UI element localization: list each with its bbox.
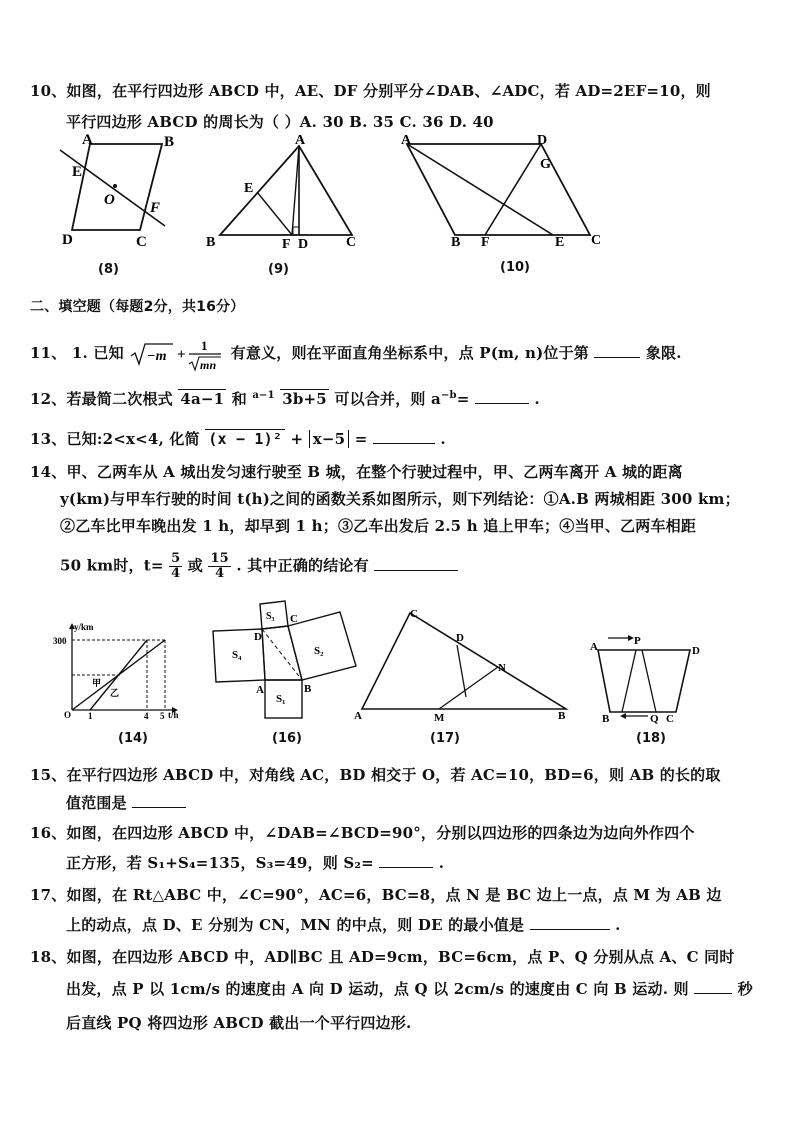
q13-abs: x−5 bbox=[309, 430, 350, 448]
figure-17 bbox=[352, 605, 574, 723]
q18-line3: 后直线 PQ 将四边形 ABCD 截出一个平行四边形. bbox=[66, 1014, 412, 1032]
q12-answer-blank[interactable] bbox=[475, 389, 529, 404]
fig14-jia: 甲 bbox=[92, 678, 102, 688]
q12-end: . bbox=[534, 390, 540, 408]
q13-line bbox=[30, 428, 446, 449]
label-e: E bbox=[555, 235, 565, 250]
q14-frac1-den: 4 bbox=[171, 566, 181, 581]
q13-radical: (x − 1)² bbox=[205, 429, 285, 448]
q12-line bbox=[30, 388, 540, 409]
q15-line2 bbox=[66, 792, 186, 813]
label-b: B bbox=[206, 235, 216, 250]
q11-text-a: 11、 1. 已知 bbox=[30, 344, 124, 362]
figure-14 bbox=[52, 620, 192, 720]
label-q: Q bbox=[650, 713, 659, 724]
q17-line1: 17、如图，在 Rt△ABC 中，∠C=90°，AC=6，BC=8，点 N 是 BC 边上一点，点 M 为 AB 边 bbox=[30, 886, 722, 904]
label-d: D bbox=[692, 645, 700, 657]
label-b: B bbox=[558, 710, 566, 722]
label-e: E bbox=[72, 164, 83, 180]
fig14-xlabel: t/h bbox=[168, 710, 179, 720]
segment-de bbox=[457, 645, 466, 697]
label-d: D bbox=[537, 133, 548, 148]
label-c: C bbox=[290, 613, 298, 625]
q16-line2-text: 正方形，若 S₁+S₄=135，S₃=49，则 S₂= bbox=[66, 854, 374, 872]
q14-frac2-num: 15 bbox=[210, 551, 229, 566]
q13-text-b: = bbox=[354, 430, 368, 448]
fig14-x5: 5 bbox=[160, 711, 165, 720]
fig14-yi: 乙 bbox=[110, 688, 120, 698]
figure-18 bbox=[588, 628, 706, 724]
q17-line2-text: 上的动点，点 D、E 分别为 CN，MN 的中点，则 DE 的最小值是 bbox=[66, 916, 525, 934]
label-a: A bbox=[82, 132, 93, 148]
fig14-x1: 1 bbox=[88, 711, 93, 720]
q12-radical2: 3b+5 bbox=[282, 390, 327, 408]
q14-line4b: . 其中正确的结论有 bbox=[236, 556, 369, 575]
label-b: B bbox=[164, 134, 175, 150]
q12-radical1: 4a−1 bbox=[180, 390, 225, 408]
label-d: D bbox=[456, 632, 464, 644]
q17-end: . bbox=[615, 916, 621, 934]
triangle-abc bbox=[362, 613, 566, 709]
q11-plus: + bbox=[177, 347, 186, 363]
q18-line2-end: 秒 bbox=[737, 980, 753, 998]
caption-fig18: (18) bbox=[636, 731, 666, 746]
parallelogram-abcd bbox=[72, 144, 162, 230]
label-f: F bbox=[150, 200, 161, 216]
q13-text-a: 13、已知:2<x<4, 化简 bbox=[30, 430, 200, 448]
label-a: A bbox=[401, 133, 412, 148]
caption-fig17: (17) bbox=[430, 731, 460, 746]
arrow-q-head bbox=[620, 713, 626, 719]
label-c: C bbox=[136, 234, 147, 250]
q10-line2: 平行四边形 ABCD 的周长为（ ）A. 30 B. 35 C. 36 D. 40 bbox=[66, 113, 494, 131]
q16-line2 bbox=[66, 852, 444, 873]
q15-line1: 15、在平行四边形 ABCD 中，对角线 AC，BD 相交于 O，若 AC=10，BD=6，则 AB 的长的取 bbox=[30, 766, 721, 784]
caption-fig9: (9) bbox=[268, 262, 289, 277]
q14-frac1-num: 5 bbox=[171, 551, 181, 566]
q14-line4 bbox=[60, 552, 458, 581]
q10-line1: 10、如图，在平行四边形 ABCD 中，AE、DF 分别平分∠DAB、∠ADC，若 AD=2EF=10，则 bbox=[30, 82, 711, 100]
label-a: A bbox=[354, 710, 362, 722]
label-a: A bbox=[295, 133, 306, 148]
point-o bbox=[113, 184, 117, 188]
q11-answer-blank[interactable] bbox=[594, 343, 640, 358]
q14-answer-blank[interactable] bbox=[374, 556, 458, 571]
q12-text-b: 可以合并，则 a bbox=[334, 390, 441, 408]
q11-frac-den: mn bbox=[200, 358, 217, 372]
caption-fig8: (8) bbox=[98, 262, 119, 277]
q11-line bbox=[30, 336, 682, 372]
label-d: D bbox=[298, 237, 309, 252]
label-g: G bbox=[540, 157, 551, 172]
quadrilateral-abcd bbox=[262, 626, 302, 680]
fig14-y300: 300 bbox=[53, 636, 67, 646]
figure-16 bbox=[210, 598, 360, 723]
figure-9 bbox=[200, 132, 365, 252]
q11-expression bbox=[129, 336, 225, 372]
segment-af bbox=[292, 146, 299, 235]
label-e: E bbox=[244, 181, 254, 196]
label-a: A bbox=[590, 641, 598, 653]
figure-8 bbox=[40, 132, 180, 252]
label-s1: S₁ bbox=[276, 693, 286, 705]
q11-radical-svg bbox=[129, 336, 225, 372]
right-angle-mark bbox=[293, 227, 299, 235]
q18-line1: 18、如图，在四边形 ABCD 中，AD∥BC 且 AD=9cm，BC=6cm，点 P、Q 分别从点 A、C 同时 bbox=[30, 948, 735, 966]
q14-line4a: 50 km时，t= bbox=[60, 556, 164, 575]
segment-pq1 bbox=[622, 650, 636, 712]
caption-fig16: (16) bbox=[272, 731, 302, 746]
bisector-ae bbox=[407, 144, 553, 235]
parallelogram-abcd bbox=[407, 144, 590, 235]
caption-fig14: (14) bbox=[118, 731, 148, 746]
label-b: B bbox=[602, 713, 610, 724]
q16-answer-blank[interactable] bbox=[379, 853, 433, 868]
q11-text-c: 象限. bbox=[645, 344, 682, 362]
label-s3: S₃ bbox=[266, 611, 275, 622]
figure-10 bbox=[395, 132, 610, 252]
segment-mn bbox=[439, 667, 498, 709]
section-title: 二、填空题（每题2分，共16分） bbox=[30, 299, 245, 315]
q14-line3: ②乙车比甲车晚出发 1 h，却早到 1 h；③乙车出发后 2.5 h 追上甲车；④当甲、乙两车相距 bbox=[60, 517, 697, 535]
q12-sup: −b bbox=[440, 390, 457, 401]
triangle-abc bbox=[220, 146, 352, 235]
label-d: D bbox=[62, 232, 73, 248]
q18-line2 bbox=[66, 978, 753, 999]
q16-line1: 16、如图，在四边形 ABCD 中，∠DAB=∠BCD=90°，分别以四边形的四条边为边向外作四个 bbox=[30, 824, 695, 842]
label-s4: S₄ bbox=[232, 649, 242, 661]
caption-fig10: (10) bbox=[500, 260, 530, 275]
q17-answer-blank[interactable] bbox=[530, 915, 610, 930]
label-p: P bbox=[634, 635, 641, 647]
q11-sqrt-content: −m bbox=[147, 349, 167, 364]
label-o: O bbox=[104, 192, 115, 208]
label-c: C bbox=[346, 235, 357, 250]
q18-line2-text: 出发，点 P 以 1cm/s 的速度由 A 向 D 运动，点 Q 以 2cm/s 的速度由 C 向 B 运动. 则 bbox=[66, 980, 689, 998]
label-m: M bbox=[434, 712, 445, 723]
q14-frac2 bbox=[208, 552, 231, 581]
q14-line1: 14、甲、乙两车从 A 城出发匀速行驶至 B 城，在整个行驶过程中，甲、乙两车离开 A 城的距离 bbox=[30, 463, 683, 481]
q14-frac1 bbox=[169, 552, 182, 581]
q11-text-b: 有意义，则在平面直角坐标系中，点 P(m, n)位于第 bbox=[230, 344, 589, 362]
label-s2: S₂ bbox=[314, 645, 324, 657]
label-b: B bbox=[304, 683, 312, 695]
q12-text-a: 12、若最简二次根式 bbox=[30, 390, 173, 408]
q15-answer-blank[interactable] bbox=[132, 793, 186, 808]
label-c: C bbox=[591, 233, 602, 248]
label-f: F bbox=[282, 237, 291, 252]
q16-end: . bbox=[438, 854, 445, 872]
q14-frac2-den: 4 bbox=[215, 566, 225, 581]
label-c: C bbox=[410, 608, 418, 620]
q11-frac-num: 1 bbox=[201, 338, 208, 353]
q12-text-c: = bbox=[456, 390, 470, 408]
fig14-ylabel: y/km bbox=[74, 622, 94, 632]
q12-coef: a−1 bbox=[252, 390, 275, 401]
q13-answer-blank[interactable] bbox=[373, 429, 435, 444]
label-c: C bbox=[666, 713, 674, 724]
segment-pq2 bbox=[642, 650, 656, 712]
segment-ef bbox=[257, 192, 292, 235]
label-b: B bbox=[451, 235, 461, 250]
q14-or: 或 bbox=[187, 556, 203, 575]
q17-line2 bbox=[66, 914, 621, 935]
q18-answer-blank[interactable] bbox=[694, 979, 732, 994]
label-n: N bbox=[498, 662, 506, 674]
fig14-origin: O bbox=[64, 710, 72, 720]
q13-end: . bbox=[440, 430, 446, 448]
q12-mid: 和 bbox=[231, 390, 247, 408]
q15-line2-text: 值范围是 bbox=[66, 794, 127, 812]
fig14-x4: 4 bbox=[144, 711, 149, 720]
q14-line2: y(km)与甲车行驶的时间 t(h)之间的函数关系如图所示，则下列结论：①A.B 两城相距 300 km； bbox=[60, 490, 740, 508]
q13-plus: + bbox=[290, 430, 304, 448]
label-f: F bbox=[481, 235, 490, 250]
label-d: D bbox=[254, 631, 262, 643]
label-a: A bbox=[256, 684, 264, 696]
